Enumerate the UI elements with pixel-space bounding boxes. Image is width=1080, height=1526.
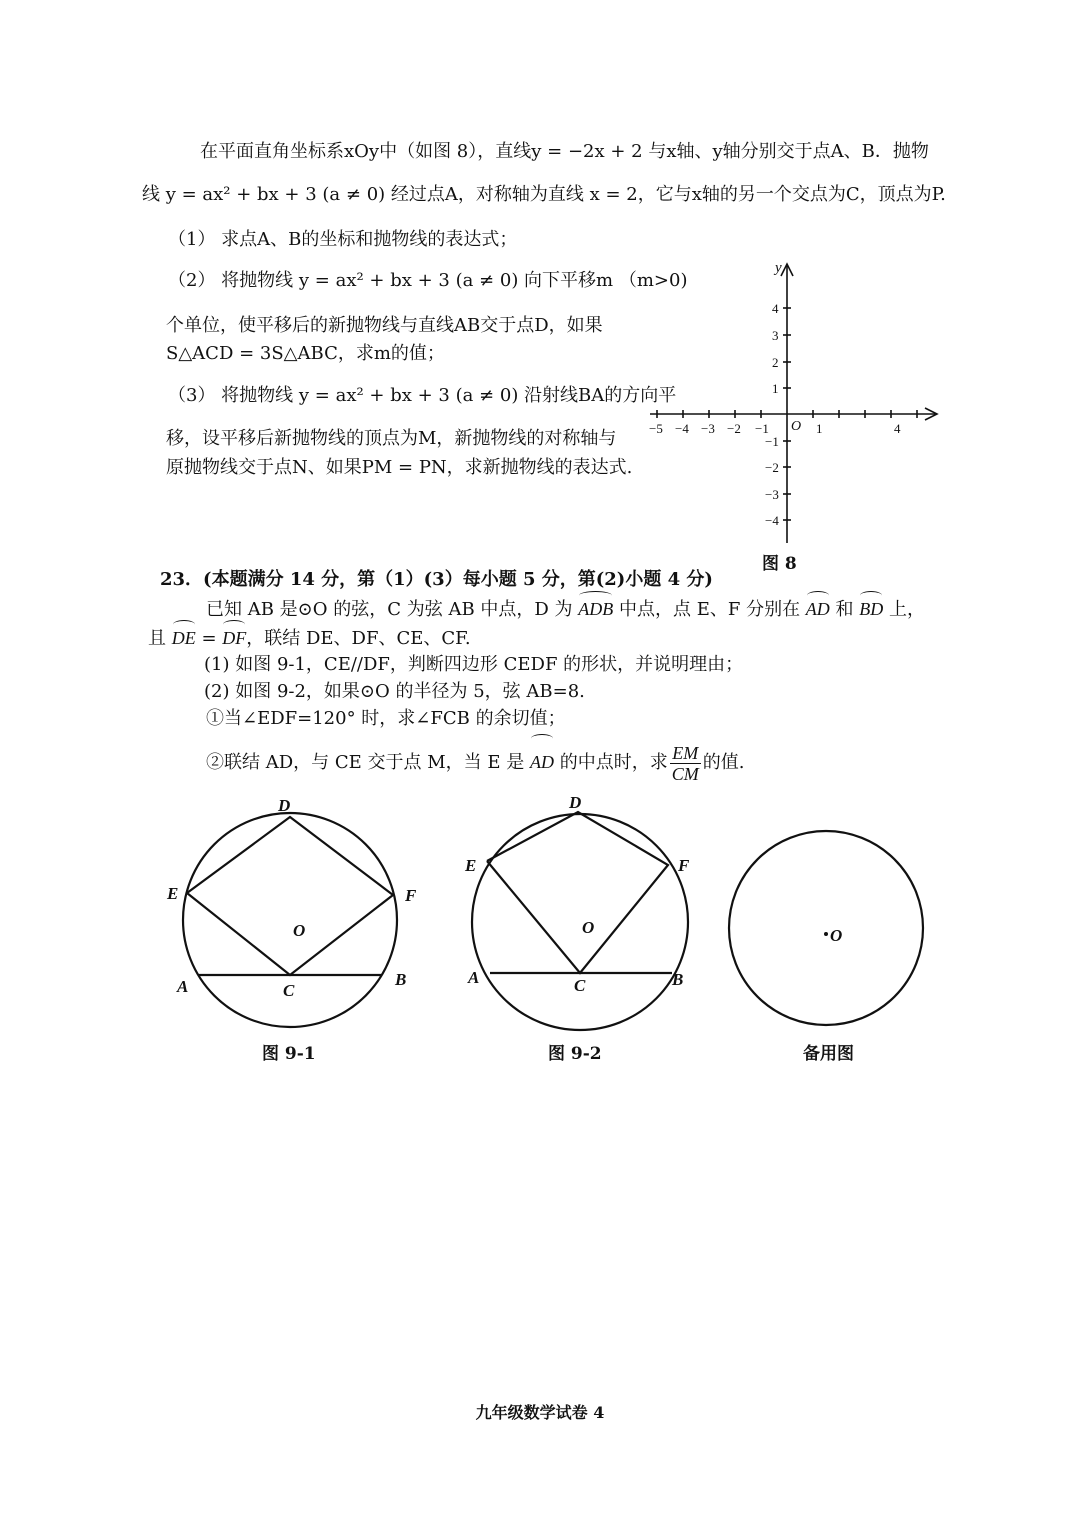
q23-text: 且 [148, 628, 172, 649]
center-point [824, 932, 828, 936]
figure-spare [720, 820, 940, 1040]
x-tick-label: −4 [675, 421, 689, 436]
q23-text: = [195, 628, 223, 649]
q22-part2-line3: S△ACD = 3S△ABC，求m的值； [166, 343, 445, 364]
q23-text: 中点，点 E、F 分别在 [613, 599, 806, 620]
q23-text: ，联结 DE、DF、CE、CF. [246, 628, 471, 649]
q23-header: 23．(本题满分 14 分，第（1）(3）每小题 5 分，第(2)小题 4 分) [160, 569, 713, 590]
y-tick-label: 3 [772, 328, 779, 343]
label-D: D [278, 796, 291, 815]
x-tick-label: −1 [755, 421, 769, 436]
q22-intro-line1: 在平面直角坐标系xOy中（如图 8），直线y = −2x + 2 与x轴、y轴分别交于点A、B．抛物 [200, 141, 929, 162]
fraction-numerator: EM [670, 743, 701, 764]
q23-intro-line2 [148, 626, 471, 651]
label-O: O [582, 918, 595, 937]
figure-9-2-caption: 图 9-2 [548, 1044, 602, 1064]
q22-part1: （1） 求点A、B的坐标和抛物线的表达式； [168, 229, 518, 250]
q22-part3-line3: 原抛物线交于点N、如果PM = PN，求新抛物线的表达式. [166, 457, 633, 478]
y-tick-label: −4 [765, 513, 779, 528]
q23-text: 的中点时，求 [553, 752, 668, 773]
arc-BD: BD [859, 599, 884, 619]
label-B: B [395, 970, 407, 989]
figure-8-caption: 图 8 [762, 554, 797, 574]
y-tick-label: 4 [772, 301, 779, 316]
y-tick-label: −3 [765, 487, 779, 502]
q22-part2-line2: 个单位，使平移后的新抛物线与直线AB交于点D，如果 [166, 315, 603, 336]
x-tick-label: 1 [816, 421, 823, 436]
q23-part2-sub2 [206, 740, 744, 785]
q23-intro-line1 [206, 597, 925, 622]
label-D: D [569, 793, 582, 812]
origin-label: O [791, 419, 802, 434]
q22-part3-line2: 移，设平移后新抛物线的顶点为M，新抛物线的对称轴与 [166, 428, 617, 449]
arc-AD: AD [805, 599, 830, 619]
q23-text: 已知 AB 是⊙O 的弦，C 为弦 AB 中点，D 为 [206, 599, 579, 620]
fraction-EM-over-CM [670, 743, 701, 784]
fraction-denominator: CM [671, 763, 699, 784]
circle-O [472, 814, 688, 1030]
figure-8-coordinate-grid [645, 258, 945, 548]
arc-DF: DF [222, 628, 247, 648]
label-B: B [672, 970, 684, 989]
arc-ADB: ADB [578, 599, 614, 619]
label-A: A [177, 977, 189, 996]
q23-text: 上， [883, 599, 925, 620]
arc-DE: DE [171, 628, 196, 648]
circle-O [729, 831, 923, 1025]
q23-part1: (1) 如图 9-1，CE//DF，判断四边形 CEDF 的形状，并说明理由； [204, 654, 744, 675]
y-tick-label: 1 [772, 381, 779, 396]
label-A: A [468, 968, 480, 987]
figure-9-1 [165, 795, 425, 1035]
page-footer: 九年级数学试卷 4 [475, 1403, 605, 1422]
label-E: E [465, 856, 477, 875]
x-tick-label: 4 [894, 421, 901, 436]
label-C: C [574, 976, 586, 995]
q22-part2-line1: （2） 将抛物线 y = ax² + bx + 3 (a ≠ 0) 向下平移m （m>0) [168, 270, 688, 291]
label-E: E [167, 884, 179, 903]
q23-text: ②联结 AD，与 CE 交于点 M，当 E 是 [206, 752, 530, 773]
q23-text: 的值. [702, 752, 745, 773]
label-C: C [283, 981, 295, 1000]
arc-AD: AD [530, 740, 554, 784]
q22-intro-line2: 线 y = ax² + bx + 3 (a ≠ 0) 经过点A，对称轴为直线 x = 2，它与x轴的另一个交点为C，顶点为P. [142, 184, 946, 205]
label-O: O [293, 921, 306, 940]
y-axis-label: y [775, 260, 782, 276]
q22-part3-line1: （3） 将抛物线 y = ax² + bx + 3 (a ≠ 0) 沿射线BA的方向平 [168, 385, 677, 406]
label-F: F [405, 886, 417, 905]
q23-part2-sub1: ①当∠EDF=120° 时，求∠FCB 的余切值； [206, 708, 566, 729]
y-tick-label: −2 [765, 460, 779, 475]
q23-text: 和 [829, 599, 860, 620]
x-tick-label: −5 [649, 421, 663, 436]
figure-spare-caption: 备用图 [803, 1044, 854, 1064]
x-tick-label: −2 [727, 421, 741, 436]
x-tick-label: −3 [701, 421, 715, 436]
figure-9-2 [460, 790, 720, 1030]
y-tick-label: −1 [765, 434, 779, 449]
figure-9-1-caption: 图 9-1 [262, 1044, 316, 1064]
label-O: O [830, 926, 843, 945]
y-tick-label: 2 [772, 355, 779, 370]
label-F: F [678, 856, 690, 875]
q23-part2: (2) 如图 9-2，如果⊙O 的半径为 5，弦 AB=8. [204, 681, 585, 702]
